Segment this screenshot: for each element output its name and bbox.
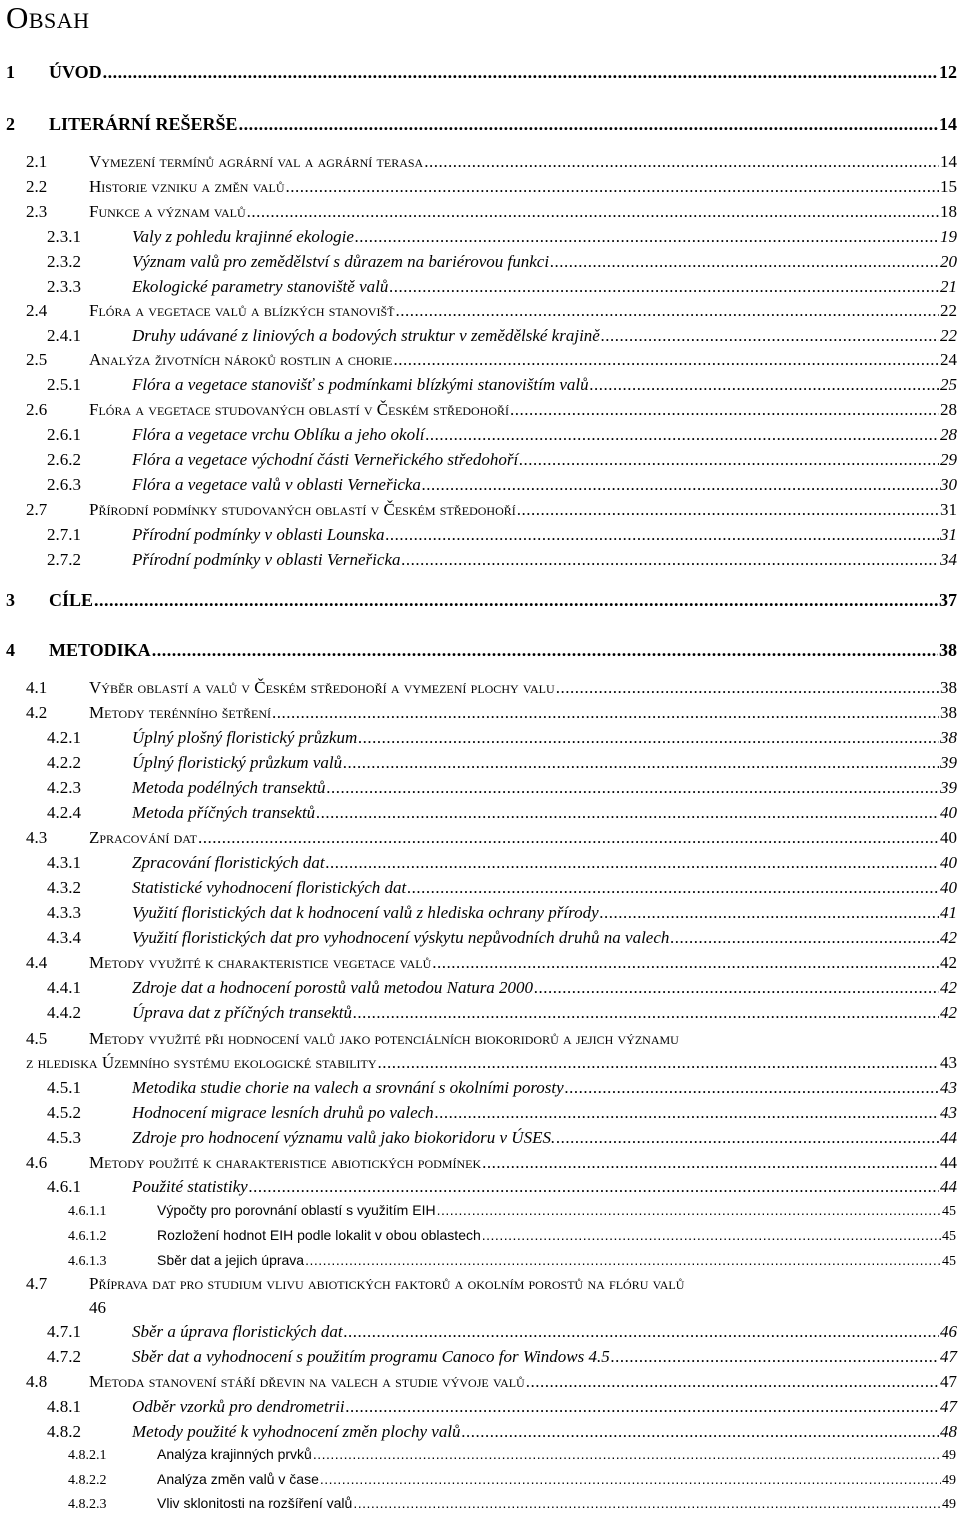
toc-entry[interactable]	[68, 1495, 956, 1513]
toc-text: Statistické vyhodnocení floristických dat	[132, 878, 407, 897]
toc-page-number: 38	[940, 703, 957, 722]
toc-page-number: 25	[940, 375, 957, 394]
toc-leader	[326, 853, 939, 873]
toc-text: Funkce a význam valů	[89, 202, 246, 221]
toc-entry[interactable]	[47, 475, 957, 495]
toc-page-number: 49	[942, 1448, 956, 1463]
toc-page-number: 39	[940, 778, 957, 797]
toc-number: 4.2.3	[47, 778, 81, 797]
toc-number: 2.7	[26, 500, 48, 519]
toc-leader	[590, 375, 939, 395]
toc-page-number: 14	[939, 114, 957, 134]
toc-entry[interactable]	[47, 1103, 957, 1123]
toc-page-number: 12	[939, 62, 957, 82]
toc-entry[interactable]	[26, 953, 957, 973]
toc-leader	[556, 1128, 939, 1148]
toc-leader	[402, 550, 940, 570]
toc-page-number: 38	[939, 640, 957, 660]
toc-text: Metody použité k vyhodnocení změn plochy valů	[132, 1422, 461, 1441]
toc-page-number: 39	[940, 753, 957, 772]
toc-text: Vliv sklonitosti na rozšíření valů	[157, 1495, 353, 1511]
toc-text: Analýza změn valů v čase	[157, 1471, 319, 1487]
toc-leader	[432, 953, 939, 973]
toc-entry[interactable]	[47, 978, 957, 998]
toc-page-number: 40	[940, 853, 957, 872]
toc-leader	[670, 928, 939, 948]
toc-number: 4.8.2	[47, 1422, 81, 1441]
toc-text: Sběr a úprava floristických dat	[132, 1322, 343, 1341]
toc-page-number: 44	[940, 1177, 957, 1196]
toc-page-number: 43	[940, 1103, 957, 1122]
toc-text: Flóra a vegetace valů a blízkých stanovišť	[89, 301, 395, 320]
toc-entry[interactable]	[47, 450, 957, 470]
toc-page-number: 44	[940, 1128, 957, 1147]
toc-leader	[395, 301, 939, 321]
toc-text: Zdroje pro hodnocení významu valů jako biokoridoru v ÚSES.	[132, 1128, 556, 1147]
toc-entry[interactable]	[26, 301, 957, 321]
toc-leader	[517, 500, 939, 520]
toc-leader	[198, 828, 939, 848]
toc-text: METODIKA	[49, 640, 151, 660]
toc-leader	[355, 227, 939, 247]
toc-text: Použité statistiky	[132, 1177, 248, 1196]
toc-page-number: 18	[940, 202, 957, 221]
toc-page-number: 47	[940, 1397, 957, 1416]
toc-entry[interactable]	[26, 500, 957, 520]
toc-leader	[565, 1078, 939, 1098]
toc-number: 2.6.1	[47, 425, 81, 444]
toc-page-number: 15	[940, 177, 957, 196]
toc-entry[interactable]	[26, 1274, 940, 1294]
toc-leader	[316, 803, 939, 823]
toc-entry[interactable]	[47, 425, 957, 445]
toc-text: Hodnocení migrace lesních druhů po valech	[132, 1103, 434, 1122]
toc-page-number: 30	[940, 475, 957, 494]
toc-leader	[526, 1372, 939, 1392]
toc-entry[interactable]	[47, 928, 957, 948]
toc-entry[interactable]	[47, 728, 957, 748]
toc-text: Historie vzniku a změn valů	[89, 177, 285, 196]
toc-text: Flóra a vegetace východní části Verneřického středohoří	[132, 450, 519, 469]
toc-entry[interactable]	[68, 1471, 956, 1489]
toc-leader	[519, 450, 939, 470]
toc-entry[interactable]	[47, 326, 957, 346]
toc-number: 2	[6, 114, 15, 134]
toc-entry[interactable]	[26, 400, 957, 420]
toc-entry[interactable]	[47, 1322, 957, 1342]
toc-number: 4.2	[26, 703, 48, 722]
toc-leader	[389, 277, 939, 297]
toc-text: Výběr oblastí a valů v Českém středohoří a vymezení plochy valu	[89, 678, 555, 697]
toc-text: Metody terénního šetření	[89, 703, 272, 722]
toc-entry[interactable]	[47, 252, 957, 272]
toc-leader	[437, 1202, 941, 1218]
toc-entry[interactable]	[47, 903, 957, 923]
toc-text: Valy z pohledu krajinné ekologie	[132, 227, 354, 246]
toc-text: Význam valů pro zemědělství s důrazem na bariérovou funkci	[132, 252, 550, 271]
toc-leader	[482, 1227, 941, 1243]
toc-entry[interactable]	[26, 828, 957, 848]
toc-number: 4.4.1	[47, 978, 81, 997]
toc-entry[interactable]	[6, 590, 957, 611]
toc-page-number: 42	[940, 928, 957, 947]
toc-entry[interactable]	[47, 227, 957, 247]
toc-leader	[424, 152, 939, 172]
toc-text: Rozložení hodnot EIH podle lokalit v obou oblastech	[157, 1227, 481, 1243]
toc-number: 4.7	[26, 1274, 48, 1293]
toc-text: ÚVOD	[49, 62, 102, 82]
toc-number: 2.7.1	[47, 525, 81, 544]
toc-text: Přírodní podmínky studovaných oblastí v Českém středohoří	[89, 500, 516, 519]
toc-page-number: 28	[940, 425, 957, 444]
toc-leader	[556, 678, 939, 698]
toc-text: Metoda podélných transektů	[132, 778, 326, 797]
toc-text: Zpracování floristických dat	[132, 853, 325, 872]
toc-page-number: 14	[940, 152, 957, 171]
toc-number: 4.8.2.3	[68, 1497, 107, 1512]
toc-number: 2.4	[26, 301, 48, 320]
toc-page-number: 19	[940, 227, 957, 246]
toc-entry[interactable]	[47, 1347, 957, 1367]
toc-page-number: 48	[940, 1422, 957, 1441]
toc-text: Úprava dat z příčných transektů	[132, 1003, 353, 1022]
toc-leader	[343, 753, 939, 773]
toc-entry[interactable]	[26, 202, 957, 222]
toc-entry[interactable]	[47, 753, 957, 773]
toc-entry[interactable]	[47, 1422, 957, 1442]
toc-page-number: 29	[940, 450, 957, 469]
toc-page-number: 34	[940, 550, 957, 569]
toc-leader	[435, 1103, 939, 1123]
toc-text: Výpočty pro porovnání oblastí s využitím EIH	[157, 1202, 436, 1218]
toc-leader	[305, 1252, 941, 1268]
toc-leader	[534, 978, 939, 998]
toc-leader	[611, 1347, 939, 1367]
toc-page-number: 40	[940, 828, 957, 847]
toc-leader	[426, 425, 939, 445]
toc-number: 4.2.2	[47, 753, 81, 772]
toc-number: 4.8	[26, 1372, 48, 1391]
toc-number: 1	[6, 62, 15, 82]
toc-page-number: 22	[940, 326, 957, 345]
toc-page-number: 40	[940, 803, 957, 822]
toc-leader	[601, 326, 939, 346]
toc-text: LITERÁRNÍ REŠERŠE	[49, 114, 238, 134]
toc-entry[interactable]	[47, 1128, 957, 1148]
toc-page-number: 40	[940, 878, 957, 897]
toc-leader	[272, 703, 939, 723]
toc-text: Metoda stanovení stáří dřevin na valech a studie vývoje valů	[89, 1372, 525, 1391]
toc-page-number: 21	[940, 277, 957, 296]
toc-text: Flóra a vegetace stanovišť s podmínkami blízkými stanovištím valů	[132, 375, 589, 394]
toc-number: 2.1	[26, 152, 48, 171]
toc-page-number: 44	[940, 1153, 957, 1172]
toc-number: 4.4	[26, 953, 48, 972]
toc-text: Druhy udávané z liniových a bodových struktur v zemědělské krajině	[132, 326, 600, 345]
toc-page-number: 47	[940, 1347, 957, 1366]
toc-entry[interactable]	[68, 1252, 956, 1270]
toc-number: 4.8.2.2	[68, 1473, 107, 1488]
toc-number: 4.6.1.1	[68, 1204, 107, 1219]
toc-text: Flóra a vegetace studovaných oblastí v Českém středohoří	[89, 400, 510, 419]
toc-leader	[462, 1422, 939, 1442]
page-title: Obsah	[6, 0, 90, 35]
toc-entry[interactable]	[6, 640, 957, 661]
toc-number: 4.5	[26, 1029, 48, 1048]
toc-number: 2.3.1	[47, 227, 81, 246]
toc-text: Flóra a vegetace valů v oblasti Verneřicka	[132, 475, 421, 494]
toc-text: CÍLE	[49, 590, 94, 610]
toc-entry[interactable]	[47, 1078, 957, 1098]
toc-leader	[344, 1322, 939, 1342]
toc-number: 4.3.1	[47, 853, 81, 872]
toc-number: 2.5	[26, 350, 48, 369]
toc-number: 4.6.1.3	[68, 1254, 107, 1269]
toc-page-number: 28	[940, 400, 957, 419]
toc-text: Metodika studie chorie na valech a srovnání s okolními porosty	[132, 1078, 564, 1097]
toc-entry[interactable]	[26, 1153, 957, 1173]
toc-page-number: 31	[940, 525, 957, 544]
toc-page-number: 31	[940, 500, 957, 519]
toc-number: 3	[6, 590, 15, 610]
toc-page-number: 38	[940, 728, 957, 747]
toc-page-number: 24	[940, 350, 957, 369]
toc-page-number: 45	[942, 1204, 956, 1219]
toc-number: 4.6	[26, 1153, 48, 1172]
toc-leader	[353, 1003, 939, 1023]
toc-number: 4.1	[26, 678, 48, 697]
toc-leader	[286, 177, 940, 197]
toc-number: 4.8.2.1	[68, 1448, 107, 1463]
toc-leader	[378, 1053, 939, 1073]
toc-number: 4.6.1.2	[68, 1229, 107, 1244]
toc-number: 4.5.2	[47, 1103, 81, 1122]
toc-entry[interactable]	[26, 1372, 957, 1392]
toc-leader	[247, 202, 939, 222]
toc-entry[interactable]	[47, 853, 957, 873]
toc-entry[interactable]	[6, 114, 957, 135]
toc-leader	[327, 778, 939, 798]
toc-number: 2.3	[26, 202, 48, 221]
toc-text: Metody využité při hodnocení valů jako potenciálních biokoridorů a jejich významu	[89, 1029, 679, 1048]
toc-entry[interactable]	[68, 1227, 956, 1245]
toc-page-number: 45	[942, 1254, 956, 1269]
toc-leader	[249, 1177, 939, 1197]
toc-number: 4.3	[26, 828, 48, 847]
toc-leader	[152, 640, 938, 661]
toc-entry[interactable]	[47, 550, 957, 570]
toc-number: 2.2	[26, 177, 48, 196]
toc-page-number: 37	[939, 590, 957, 610]
toc-number: 2.4.1	[47, 326, 81, 345]
toc-leader	[550, 252, 939, 272]
toc-entry[interactable]	[47, 1177, 957, 1197]
toc-page-number: 46	[940, 1322, 957, 1341]
toc-number: 2.6.3	[47, 475, 81, 494]
toc-entry[interactable]	[26, 1029, 940, 1049]
toc-leader	[320, 1471, 941, 1487]
toc-number: 2.7.2	[47, 550, 81, 569]
toc-entry[interactable]	[26, 703, 957, 723]
toc-page-number: 20	[940, 252, 957, 271]
toc-number: 2.6	[26, 400, 48, 419]
toc-leader	[422, 475, 939, 495]
toc-leader	[394, 350, 939, 370]
toc-text: Přírodní podmínky v oblasti Lounska	[132, 525, 385, 544]
toc-number: 4.2.1	[47, 728, 81, 747]
toc-number: 2.3.3	[47, 277, 81, 296]
toc-page-number: 22	[940, 301, 957, 320]
toc-page-number: 38	[940, 678, 957, 697]
toc-text: Odběr vzorků pro dendrometrii	[132, 1397, 345, 1416]
toc-number: 4.2.4	[47, 803, 81, 822]
toc-entry[interactable]	[47, 375, 957, 395]
toc-page-number: 41	[940, 903, 957, 922]
toc-leader	[385, 525, 939, 545]
toc-entry[interactable]	[47, 803, 957, 823]
toc-page-number: 42	[940, 953, 957, 972]
toc-entry[interactable]	[26, 177, 957, 197]
toc-text: Metody využité k charakteristice vegetace valů	[89, 953, 432, 972]
toc-number: 4.5.3	[47, 1128, 81, 1147]
toc-text: Analýza krajinných prvků	[157, 1446, 312, 1462]
toc-number: 2.3.2	[47, 252, 81, 271]
toc-text: Vymezení termínů agrární val a agrární terasa	[89, 152, 424, 171]
toc-number: 4.3.3	[47, 903, 81, 922]
toc-entry[interactable]	[6, 62, 957, 83]
toc-entry[interactable]	[47, 1397, 957, 1417]
toc-leader	[358, 728, 939, 748]
toc-number: 2.5.1	[47, 375, 81, 394]
toc-leader	[482, 1153, 939, 1173]
toc-text: Sběr dat a jejich úprava	[157, 1252, 305, 1268]
toc-text: Flóra a vegetace vrchu Oblíku a jeho okolí	[132, 425, 425, 444]
toc-leader	[103, 62, 938, 83]
toc-page-number: 49	[942, 1497, 956, 1512]
toc-page-number: 49	[942, 1473, 956, 1488]
toc-number: 2.6.2	[47, 450, 81, 469]
toc-text: z hlediska Územního systému ekologické stability	[26, 1053, 377, 1072]
toc-text: Zpracování dat	[89, 828, 197, 847]
toc-text: Ekologické parametry stanoviště valů	[132, 277, 389, 296]
toc-entry[interactable]	[47, 525, 957, 545]
toc-text: Analýza životních nároků rostlin a chorie	[89, 350, 393, 369]
toc-entry[interactable]	[26, 152, 957, 172]
toc-number: 4.7.1	[47, 1322, 81, 1341]
toc-leader	[313, 1446, 941, 1462]
toc-text: Příprava dat pro studium vlivu abiotických faktorů a okolním porostů na flóru valů	[89, 1274, 685, 1293]
toc-page-number: 43	[940, 1053, 957, 1072]
toc-text: Metoda příčných transektů	[132, 803, 316, 822]
toc-text: Zdroje dat a hodnocení porostů valů metodou Natura 2000	[132, 978, 534, 997]
toc-page-number: 47	[940, 1372, 957, 1391]
toc-leader	[510, 400, 939, 420]
toc-leader	[239, 114, 938, 135]
toc-number: 4.5.1	[47, 1078, 81, 1097]
toc-number: 4.3.4	[47, 928, 81, 947]
toc-text: Přírodní podmínky v oblasti Verneřicka	[132, 550, 401, 569]
toc-number: 4.8.1	[47, 1397, 81, 1416]
toc-entry[interactable]: 46	[89, 1298, 106, 1317]
toc-text: Sběr dat a vyhodnocení s použitím programu Canoco for Windows 4.5	[132, 1347, 610, 1366]
toc-entry[interactable]	[68, 1202, 956, 1220]
toc-entry[interactable]	[47, 778, 957, 798]
toc-entry[interactable]	[26, 350, 957, 370]
toc-number: 4.6.1	[47, 1177, 81, 1196]
toc-leader	[353, 1495, 941, 1511]
toc-entry[interactable]	[47, 1003, 957, 1023]
toc-entry[interactable]	[68, 1446, 956, 1464]
toc-number: 4.7.2	[47, 1347, 81, 1366]
toc-entry[interactable]	[47, 878, 957, 898]
toc-leader	[346, 1397, 939, 1417]
toc-entry[interactable]	[26, 678, 957, 698]
toc-number: 4.3.2	[47, 878, 81, 897]
toc-text: Úplný floristický průzkum valů	[132, 753, 343, 772]
toc-number: 4	[6, 640, 15, 660]
toc-page-number: 42	[940, 978, 957, 997]
toc-text: Využití floristických dat pro vyhodnocení výskytu nepůvodních druhů na valech	[132, 928, 670, 947]
toc-leader	[600, 903, 939, 923]
toc-entry[interactable]	[47, 277, 957, 297]
toc-text: Využití floristických dat k hodnocení valů z hlediska ochrany přírody	[132, 903, 599, 922]
toc-text: Úplný plošný floristický průzkum	[132, 728, 358, 747]
toc-page-number: 43	[940, 1078, 957, 1097]
toc-page-number: 42	[940, 1003, 957, 1022]
toc-page-number: 45	[942, 1229, 956, 1244]
toc-text: Metody použité k charakteristice abiotických podmínek	[89, 1153, 482, 1172]
toc-leader	[407, 878, 939, 898]
toc-entry[interactable]	[26, 1053, 957, 1073]
toc-number: 4.4.2	[47, 1003, 81, 1022]
toc-leader	[94, 590, 938, 611]
